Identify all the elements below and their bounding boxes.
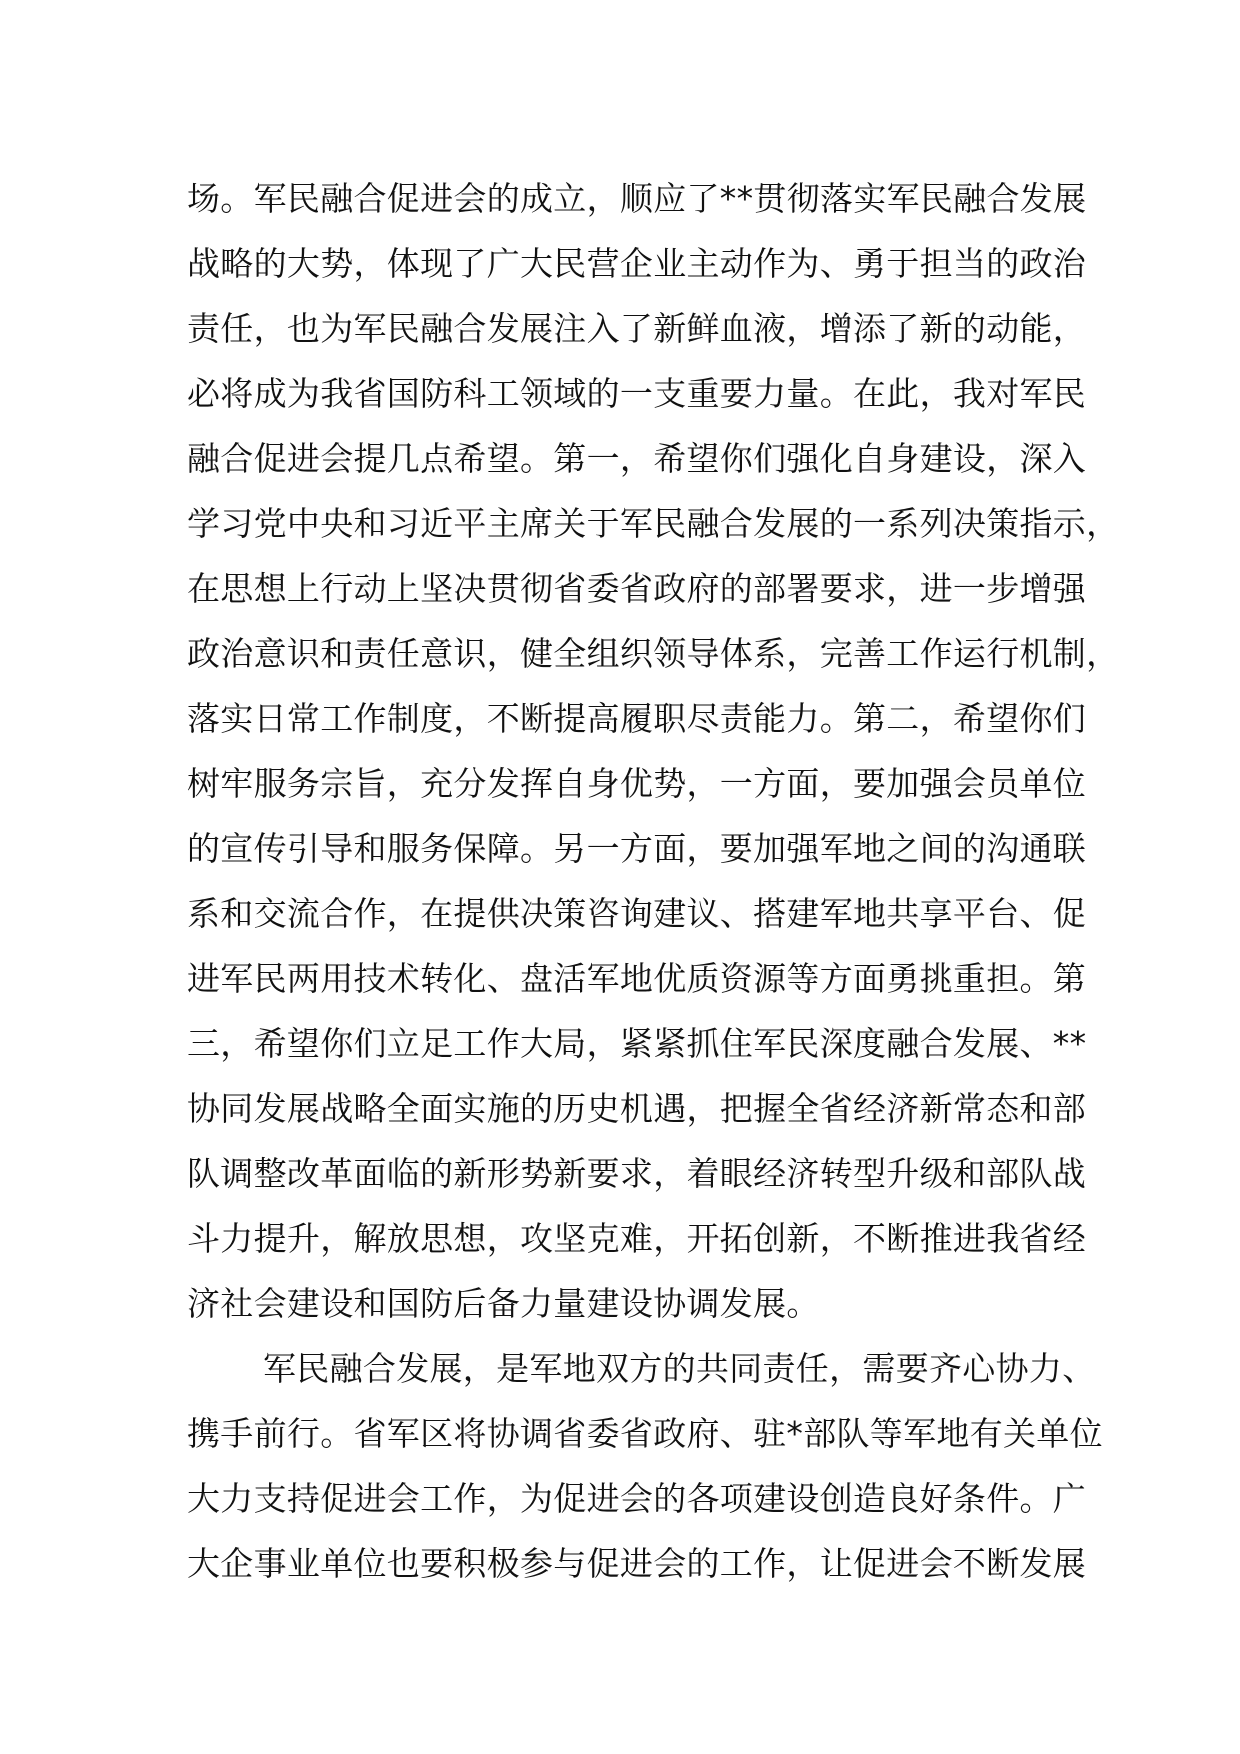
paragraph-line: 融合促进会提几点希望。第一，希望你们强化自身建设，深入: [187, 439, 1087, 478]
paragraph-line: 战略的大势，体现了广大民营企业主动作为、勇于担当的政治: [187, 244, 1087, 283]
paragraph-line: 场。军民融合促进会的成立，顺应了**贯彻落实军民融合发展: [187, 179, 1087, 218]
paragraph-line: 落实日常工作制度，不断提高履职尽责能力。第二，希望你们: [187, 699, 1087, 738]
paragraph-line: 必将成为我省国防科工领域的一支重要力量。在此，我对军民: [187, 374, 1087, 413]
paragraph-line: 的宣传引导和服务保障。另一方面，要加强军地之间的沟通联: [187, 829, 1087, 868]
paragraph-line: 进军民两用技术转化、盘活军地优质资源等方面勇挑重担。第: [187, 959, 1087, 998]
paragraph-1: [187, 166, 1120, 1336]
paragraph-2: [187, 1336, 1103, 1596]
paragraph-line: 斗力提升，解放思想，攻坚克难，开拓创新，不断推进我省经: [187, 1219, 1087, 1258]
paragraph-line: 大企事业单位也要积极参与促进会的工作，让促进会不断发展: [187, 1544, 1087, 1583]
paragraph-line: 携手前行。省军区将协调省委省政府、驻*部队等军地有关单位: [187, 1414, 1103, 1453]
paragraph-line: 学习党中央和习近平主席关于军民融合发展的一系列决策指示，: [187, 504, 1120, 543]
paragraph-line: 协同发展战略全面实施的历史机遇，把握全省经济新常态和部: [187, 1089, 1087, 1128]
paragraph-line: 系和交流合作，在提供决策咨询建议、搭建军地共享平台、促: [187, 894, 1087, 933]
paragraph-line: 军民融合发展，是军地双方的共同责任，需要齐心协力、: [263, 1349, 1096, 1388]
paragraph-line: 在思想上行动上坚决贯彻省委省政府的部署要求，进一步增强: [187, 569, 1087, 608]
paragraph-line: 树牢服务宗旨，充分发挥自身优势，一方面，要加强会员单位: [187, 764, 1087, 803]
paragraph-line: 济社会建设和国防后备力量建设协调发展。: [187, 1284, 820, 1323]
paragraph-line: 大力支持促进会工作，为促进会的各项建设创造良好条件。广: [187, 1479, 1087, 1518]
paragraph-line: 队调整改革面临的新形势新要求，着眼经济转型升级和部队战: [187, 1154, 1087, 1193]
paragraph-line: 政治意识和责任意识，健全组织领导体系，完善工作运行机制，: [187, 634, 1120, 673]
paragraph-line: 责任，也为军民融合发展注入了新鲜血液，增添了新的动能，: [187, 309, 1087, 348]
paragraph-line: 三，希望你们立足工作大局，紧紧抓住军民深度融合发展、**: [187, 1024, 1087, 1063]
document-body: [187, 166, 1120, 1596]
